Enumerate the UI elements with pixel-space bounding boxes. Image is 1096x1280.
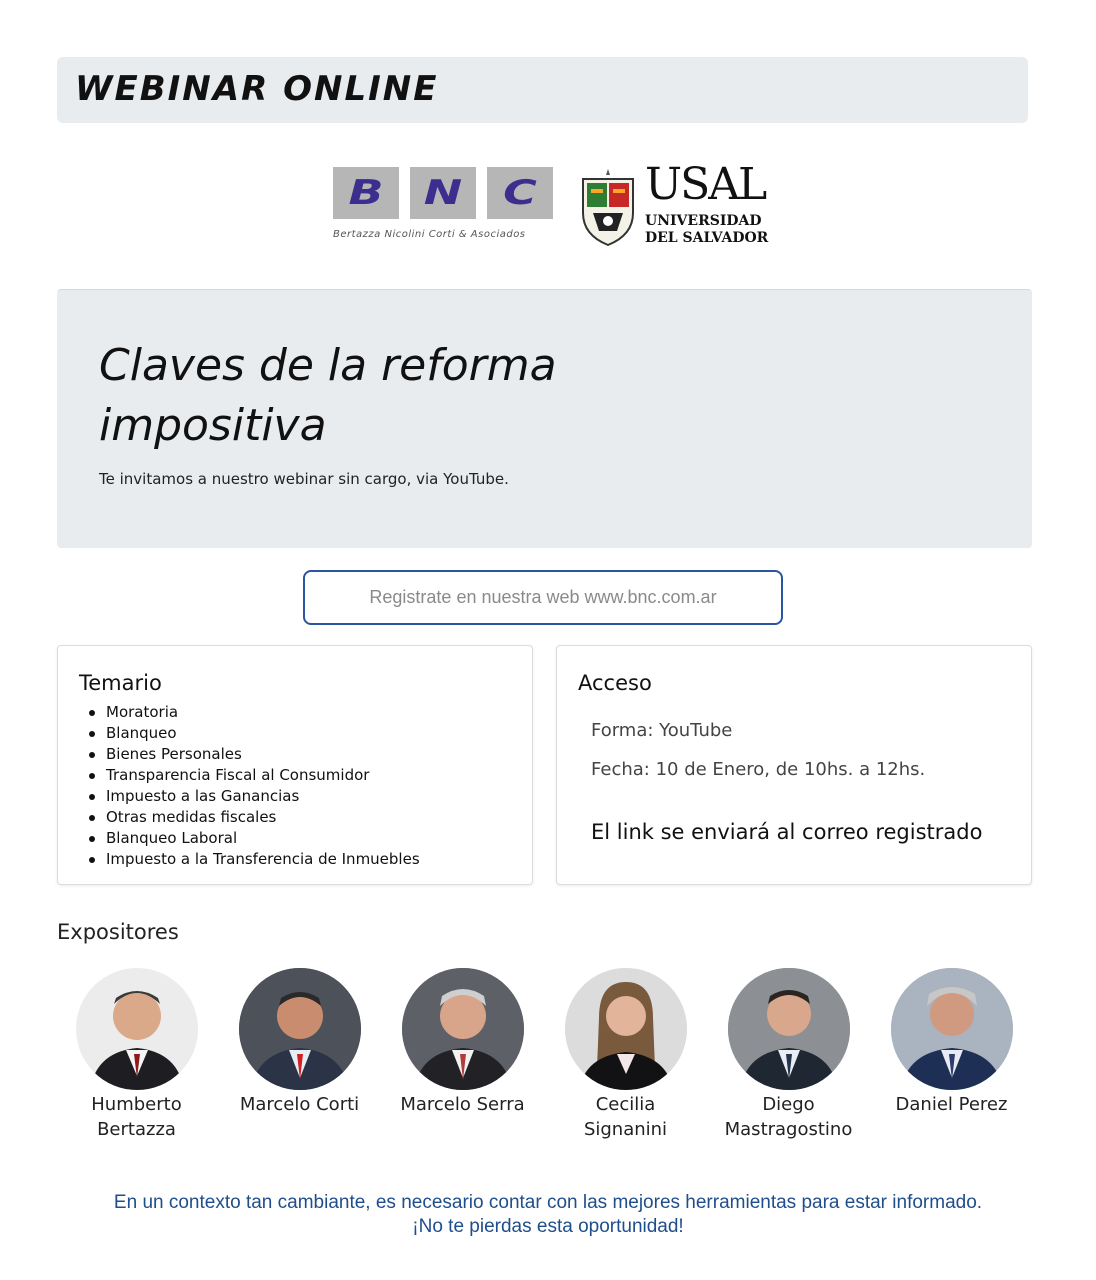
register-button[interactable]: Registrate en nuestra web www.bnc.com.ar [303,570,783,625]
list-item: Moratoria [106,702,420,723]
person-photo-icon [76,968,198,1090]
footer-line1: En un contexto tan cambiante, es necesario contar con las mejores herramientas para estar informado. [113,1192,983,1213]
header-bar [57,57,1028,123]
bnc-logo-box-b: B [333,167,399,219]
list-item: Blanqueo [106,723,420,744]
list-item: Bienes Personales [106,744,420,765]
temario-title: Temario [79,671,162,695]
footer-line2: ¡No te pierdas esta oportunidad! [412,1216,684,1237]
person-photo-icon [402,968,524,1090]
temario-list [106,702,420,870]
speaker-name: Diego Mastragostino [724,1094,853,1140]
speaker-name: Cecilia Signanini [583,1094,668,1140]
usal-logo [577,159,777,249]
usal-logo-line1: UNIVERSIDAD [645,213,762,229]
bnc-logo [333,167,553,245]
acceso-fecha: Fecha: 10 de Enero, de 10hs. a 12hs. [591,759,926,780]
person-photo-icon [239,968,361,1090]
header-title: WEBINAR ONLINE [75,69,439,109]
avatar [728,968,850,1090]
list-item: Otras medidas fiscales [106,807,420,828]
usal-crest-icon [577,165,639,247]
speaker-diego-mastragostino [707,968,870,1142]
person-photo-icon [728,968,850,1090]
bnc-logo-box-n: N [410,167,476,219]
list-item: Blanqueo Laboral [106,828,420,849]
list-item: Impuesto a la Transferencia de Inmuebles [106,850,420,868]
speaker-humberto-bertazza [55,968,218,1142]
bnc-logo-subtitle: Bertazza Nicolini Corti & Asociados [333,229,526,240]
speaker-name: Humberto Bertazza [91,1094,182,1140]
list-item: Impuesto a las Ganancias [106,786,420,807]
speaker-name: Daniel Perez [895,1094,1008,1115]
speakers-title: Expositores [57,920,179,944]
speaker-marcelo-serra [381,968,544,1117]
temario-card [57,645,533,885]
hero-title-line1: Claves de la reforma [99,340,557,391]
list-item: Transparencia Fiscal al Consumidor [106,765,420,786]
speaker-name: Marcelo Serra [400,1094,525,1115]
speaker-daniel-perez [870,968,1033,1117]
bnc-logo-box-c: C [487,167,553,219]
usal-logo-word: USAL [645,159,766,210]
speaker-marcelo-corti [218,968,381,1117]
hero-banner [57,289,1032,548]
person-photo-icon [891,968,1013,1090]
hero-title [99,336,699,456]
avatar [76,968,198,1090]
avatar [239,968,361,1090]
hero-title-line2: impositiva [99,400,327,451]
avatar [891,968,1013,1090]
avatar [402,968,524,1090]
avatar [565,968,687,1090]
acceso-note: El link se enviará al correo registrado [591,820,983,844]
speaker-cecilia-signanini [544,968,707,1142]
speaker-name: Marcelo Corti [239,1094,360,1115]
hero-subtitle: Te invitamos a nuestro webinar sin cargo, via YouTube. [99,470,509,488]
usal-logo-line2: DEL SALVADOR [645,230,769,246]
acceso-forma: Forma: YouTube [591,720,733,741]
acceso-card [556,645,1032,885]
person-photo-icon [565,968,687,1090]
acceso-title: Acceso [578,671,652,695]
